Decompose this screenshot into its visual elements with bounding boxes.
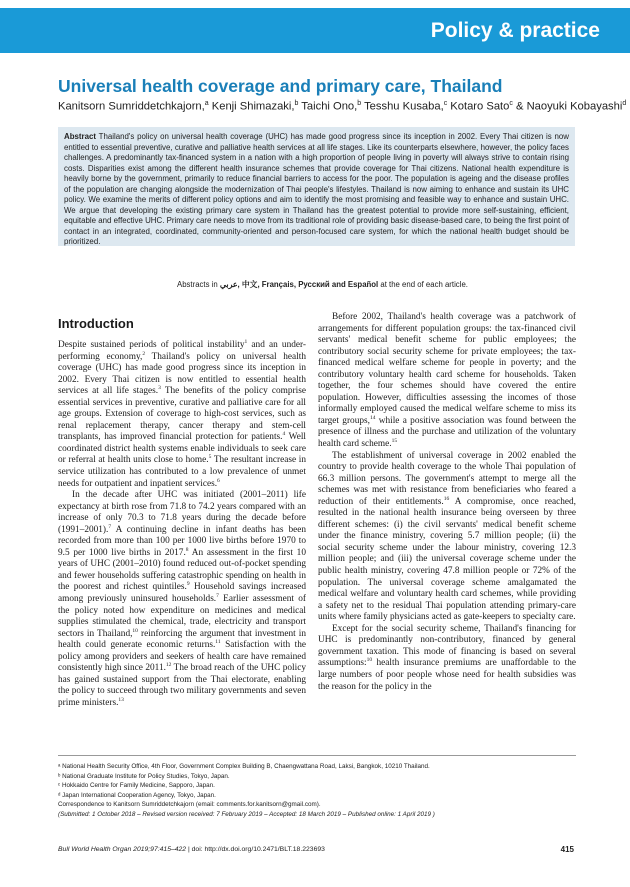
author-list: [58, 100, 627, 113]
body-column-left: [58, 340, 306, 710]
paragraph-text: In the decade after UHC was initiated (2001–2011) life expectancy at birth rose from 71.8 to 74.2 years compared with an increase of only 70.3 to 71.8 years during the decade before (1991–2001).: [58, 490, 306, 535]
correspondence: Correspondence to Kanitsorn Sumriddetchkajorn (email: comments.for.kanitsorn@gmail.com).: [58, 801, 321, 808]
reference-marker[interactable]: 11: [215, 639, 221, 646]
footnote-divider: [58, 755, 576, 756]
section-label: Policy & practice: [430, 19, 600, 42]
reference-marker[interactable]: 7: [108, 523, 112, 530]
reference-marker[interactable]: 15: [391, 437, 398, 444]
affiliation-c: ᶜ Hokkaido Centre for Family Medicine, Sapporo, Japan.: [58, 782, 215, 789]
footer-separator: |: [186, 846, 192, 853]
reference-marker[interactable]: 13: [118, 696, 124, 703]
author-name: Taichi Ono,: [298, 100, 358, 113]
affiliation-b: ᵇ National Graduate Institute for Policy Studies, Tokyo, Japan.: [58, 772, 230, 780]
paragraph: [318, 451, 576, 624]
author-affiliation-marker: b: [294, 100, 299, 107]
paragraph-text: Satisfaction with the policy among providers and seekers of health care have remained consistently high since 2011.: [58, 640, 306, 674]
page-number: 415: [560, 845, 574, 854]
paragraph-text: Despite sustained periods of political instability: [58, 340, 245, 350]
reference-marker[interactable]: 10: [366, 657, 373, 664]
abstracts-suffix: at the end of each article.: [378, 280, 468, 289]
journal-citation: Bull World Health Organ 2019;97:415–422: [58, 846, 187, 853]
paragraph-text: An assessment in the first 10 years of UHC (2001–2010) found reduced out-of-pocket spending and fewer households suffering catastrophic spending on health in the poorest and richest quintiles.: [58, 547, 306, 593]
reference-marker[interactable]: 4: [282, 431, 286, 438]
reference-marker[interactable]: 1: [244, 338, 248, 345]
paragraph-text: Earlier assessment of the policy noted how expenditure on medicines and medical supplies stimulated the chemical, trade, electricity and transport sectors in Thailand,: [58, 594, 306, 639]
abstract-text: Thailand's policy on universal health coverage (UHC) has made good progress since its inception in 2002. Every Thai citizen is now entitled to essential preventive, curative and palliative health services at all life stages. Like its counterparts elsewhere, however, the policy faces challenges. A predominantly tax-financed system in a nation with a high proportion of people living in poverty will always strive to contain rising costs. Disparities exist among the different health insurance schemes that provide coverage for Thai citizens. National health expenditure is heavily borne by the government, primarily to reduce financial barriers to access for the poor. The population is ageing and the disease profiles of the population are changing alongside the modernization of Thai people's lifestyles. Thailand is now aiming to enhance and sustain its UHC policy. We examine the merits of different policy options and aim to identify the most promising and feasible way to enhance and sustain UHC. We argue that developing the existing primary care system in Thailand has the greatest potential to provide more self-sustaining, efficient, equitable and effective UHC. Primary care needs to move from its traditional role of providing basic disease-based care, to being the first point of contact in an integrated, coordinated, community-oriented and person-focused care system, for which the national health budget should be prioritized.: [64, 132, 569, 246]
affiliation-d: ᵈ Japan International Cooperation Agency, Tokyo, Japan.: [58, 791, 216, 799]
paragraph-text: A continuing decline in infant deaths has been recorded from more than 100 per 1000 live births before 1970 to 9.5 per 1000 live births in 2017.: [58, 524, 306, 558]
affiliation-a: ᵃ National Health Security Office, 4th Floor, Government Complex Building B, Chaengwattana Road, Laksi, Bangkok, 10210 Thailand.: [58, 763, 430, 770]
author-affiliation-marker: b: [357, 100, 362, 107]
reference-marker[interactable]: 5: [208, 454, 212, 461]
paragraph-text: Except for the social security scheme, Thailand's financing for UHC is predominantly non-contributory, financed by general government taxation. This mode of financing is based on several assumptions:: [318, 623, 576, 669]
body-column-right: [318, 312, 576, 693]
abstracts-languages-note: [177, 279, 507, 290]
paragraph-text: A compromise, once reached, resulted in the national health insurance being overseen by three different schemes: (i) the civil servants' medical benefit scheme under the finance ministry, covering 5.7 million people; (ii) the social security scheme under the labour ministry, covering 12.3 million people; and (iii) the universal coverage scheme under the public health ministry, covering 47.8 million people or 72% of the population. The universal coverage scheme amalgamated the medical welfare and voluntary health card schemes, while providing a safety net to the residual Thai population attending primary-care units where family physicians acted as gate-keepers to specialty care.: [318, 496, 576, 623]
author-affiliation-marker: c: [509, 100, 513, 107]
abstracts-prefix: Abstracts in: [177, 280, 220, 289]
author-name: Tesshu Kusaba,: [361, 100, 444, 113]
reference-marker[interactable]: 7: [216, 592, 219, 599]
article-title: Universal health coverage and primary care, Thailand: [58, 76, 503, 96]
reference-marker[interactable]: 9: [186, 581, 190, 588]
reference-marker[interactable]: 10: [132, 627, 138, 634]
submission-dates: (Submitted: 1 October 2018 – Revised version received: 7 February 2019 – Accepted: 18 March 2019 – Published online: 1 April 2019 ): [58, 810, 435, 818]
paragraph-text: while a positive association was found between the presence of illness and the purchase and utilization of the voluntary health card scheme.: [318, 415, 576, 450]
author-name: Kanitsorn Sumriddetchkajorn,: [58, 100, 205, 113]
abstracts-languages: عربي, 中文, Français, Русский and Español: [219, 280, 379, 289]
reference-marker[interactable]: 8: [185, 546, 189, 553]
footnotes: [58, 762, 576, 819]
paragraph-text: Thailand's policy on universal health coverage (UHC) has made good progress since its inception in 2002. Every Thai citizen is now entitled to essential health services at all life stages.: [58, 351, 306, 397]
author-affiliation-marker: d: [622, 100, 627, 107]
paragraph-text: Well coordinated district health systems enable individuals to seek care or referral at health units close to home.: [58, 432, 306, 466]
doi-link[interactable]: doi: http://dx.doi.org/10.2471/BLT.18.223693: [191, 846, 325, 853]
paragraph-text: The benefits of the policy comprise essential services in preventive, curative and palliative care for all age groups. Extension of coverage to high-cost services, such as renal replacement therapy, cancer therapy and stem-cell transplants, has improved financial protection for patients.: [58, 386, 306, 443]
paragraph-text: The broad reach of the UHC policy has gained sustained support from the Thai electorate, enabling the policy to succeed through two military governments and seven prime ministers.: [58, 663, 306, 708]
abstract-label: Abstract: [64, 132, 97, 141]
author-name: Kenji Shimazaki,: [208, 100, 295, 113]
paragraph: [58, 340, 306, 490]
abstract-box: [58, 127, 575, 246]
paragraph-text: The resultant increase in service utilization has contributed to a low prevalence of unmet needs for outpatient and inpatient services.: [58, 455, 306, 489]
paragraph-text: health insurance premiums are unaffordable to the large numbers of poor people whose need for health subsidies was the reason for the policy in the: [318, 658, 576, 692]
footer-citation: [58, 846, 325, 853]
author-name: Kotaro Sato: [447, 100, 510, 113]
paragraph: [58, 490, 306, 709]
reference-marker[interactable]: 12: [165, 662, 172, 669]
reference-marker[interactable]: 3: [158, 385, 161, 392]
reference-marker[interactable]: 16: [443, 495, 450, 502]
paragraph-text: reinforcing the argument that investment in health could generate economic returns.: [58, 628, 306, 651]
paragraph-text: and an under-performing economy,: [58, 340, 307, 362]
paragraph-text: The establishment of universal coverage in 2002 enabled the country to provide health coverage to the whole Thai population of 66.3 million persons. The government's attempt to merge all the schemes was met with resistance from beneficiaries who feared a reduction of their entitlements.: [318, 450, 576, 507]
reference-marker[interactable]: 2: [142, 350, 146, 357]
author-affiliation-marker: a: [204, 100, 209, 107]
paragraph: [318, 312, 576, 451]
paragraph-text: Before 2002, Thailand's health coverage was a patchwork of arrangements for different population groups: the tax-financed civil servants' medical benefit scheme for public employees; the contributory social security scheme for private employees; the tax-financed medical welfare scheme for people in poverty; and the contributory voluntary health card scheme for households. Taken together, the four schemes should have covered the entire population. However, difficulties assessing the incomes of those informally employed caused the medical welfare scheme to miss its target groups,: [318, 312, 576, 426]
author-name: & Naoyuki Kobayashi: [512, 100, 623, 113]
section-heading-introduction: Introduction: [58, 316, 134, 331]
reference-marker[interactable]: 6: [217, 477, 220, 484]
paragraph-text: Household savings increased among previously uninsured households.: [58, 582, 307, 605]
paragraph: [318, 624, 576, 693]
reference-marker[interactable]: 14: [369, 414, 376, 421]
author-affiliation-marker: c: [443, 100, 448, 107]
